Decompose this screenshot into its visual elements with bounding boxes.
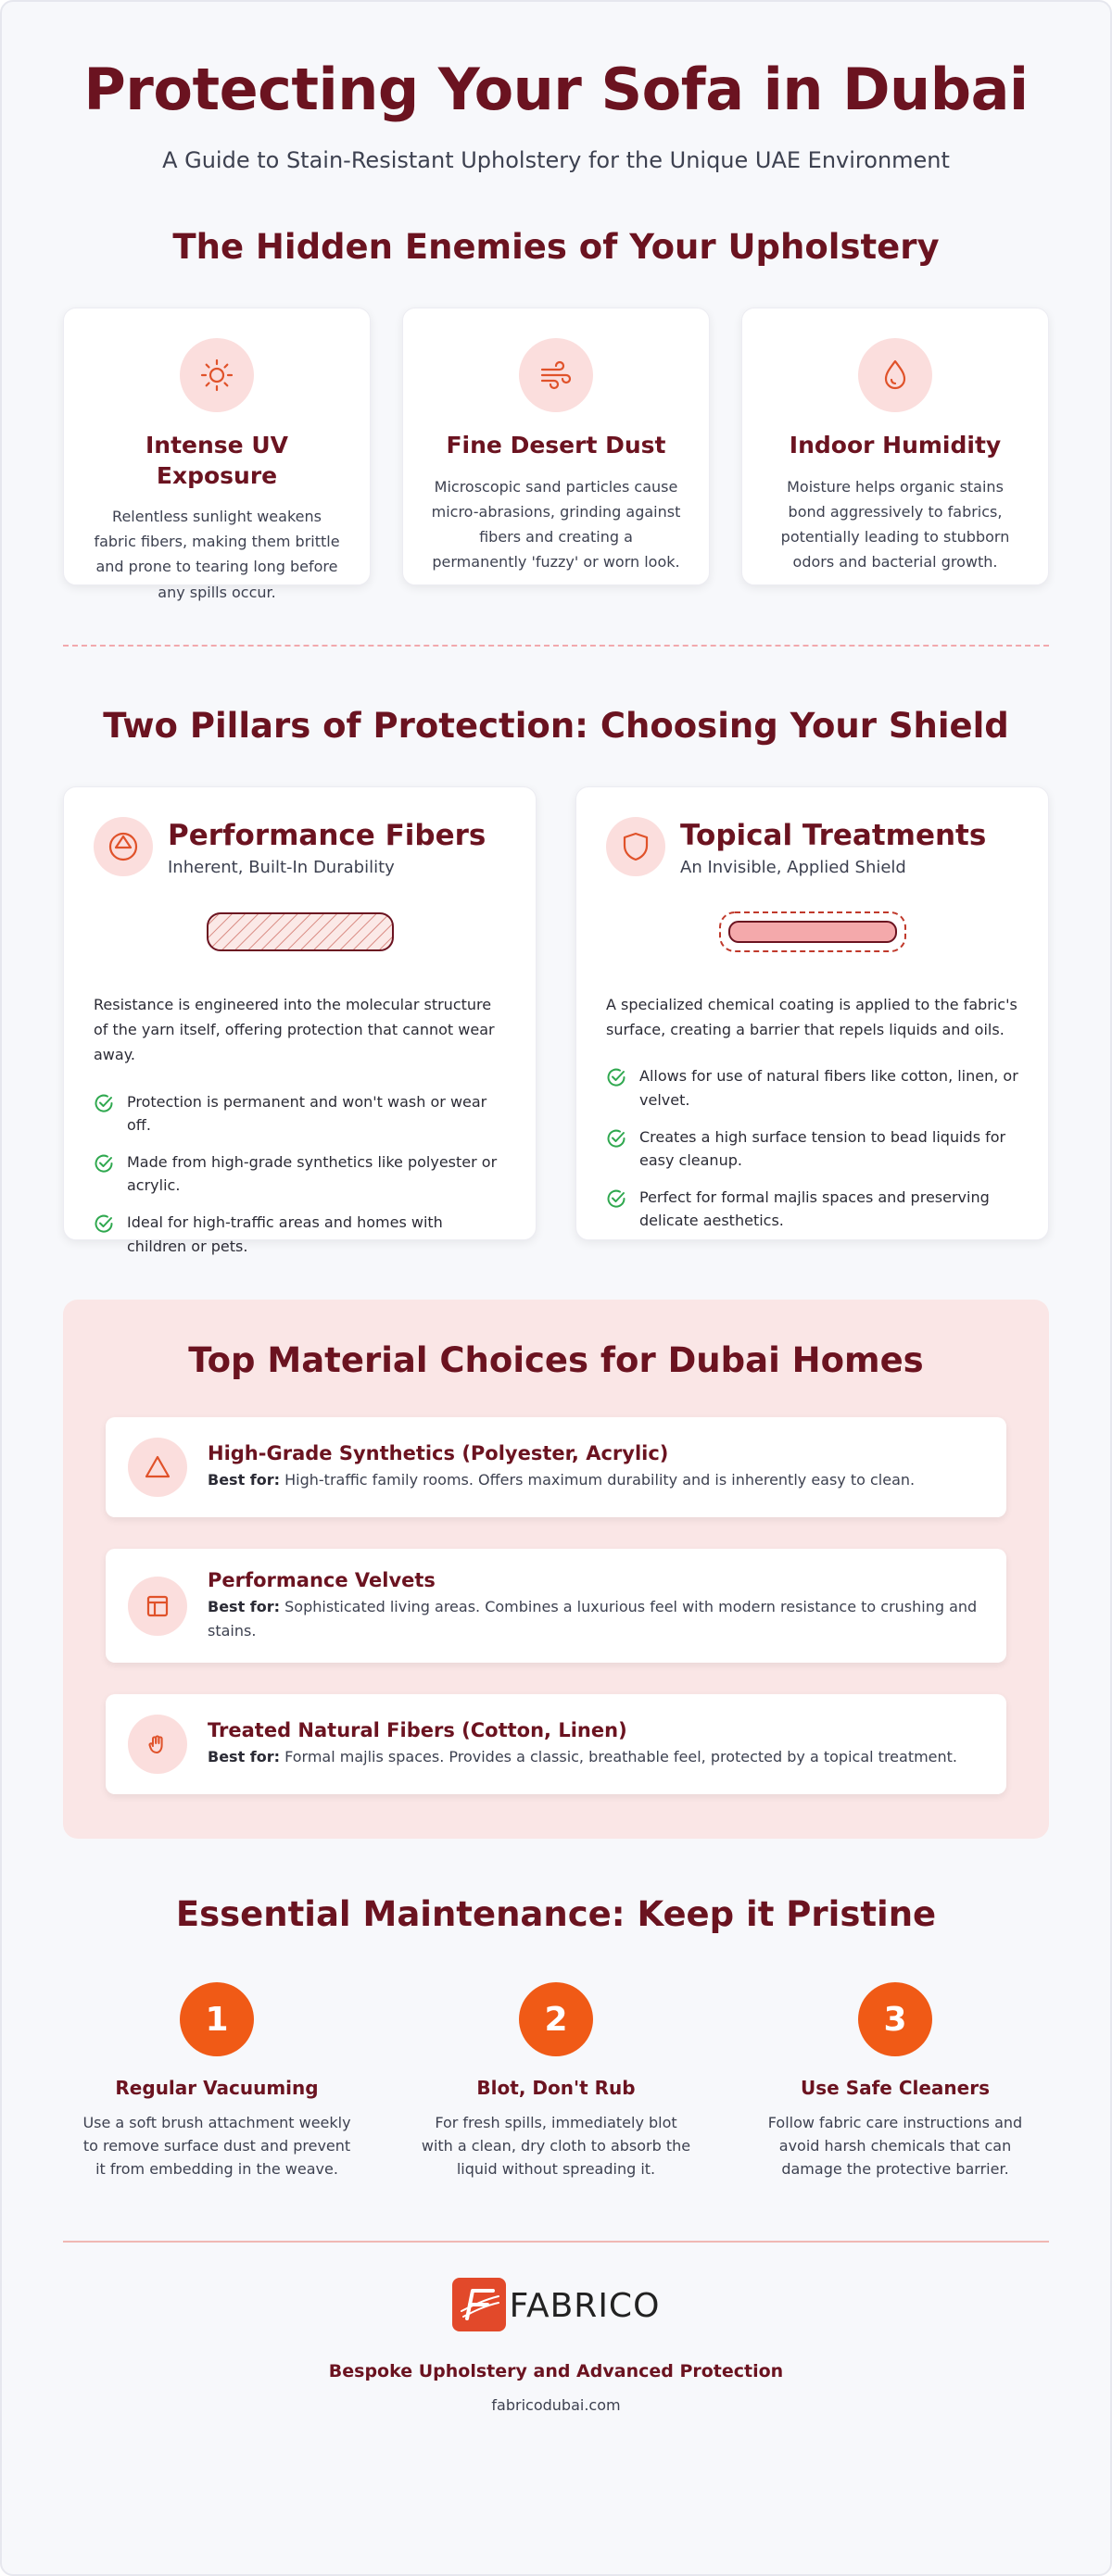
page-subtitle: A Guide to Stain-Resistant Upholstery for the Unique UAE Environment	[162, 147, 950, 173]
benefit-text: Made from high-grade synthetics like polyester or acrylic.	[127, 1152, 498, 1195]
pillar-card-fibers	[63, 786, 537, 1255]
check-circle-icon	[94, 1213, 114, 1258]
wind-icon	[519, 338, 593, 412]
layout-icon	[128, 1577, 187, 1636]
enemy-title: Fine Desert Dust	[446, 432, 666, 459]
section-divider	[63, 645, 1049, 647]
shield-icon	[606, 817, 665, 876]
check-circle-icon	[606, 1067, 626, 1112]
enemies-heading: The Hidden Enemies of Your Upholstery	[172, 227, 940, 267]
benefit-text: Perfect for formal majlis spaces and preserving delicate aesthetics.	[639, 1187, 990, 1230]
material-description	[208, 1595, 984, 1642]
fabric-coating-illustration	[606, 911, 1018, 953]
benefit-text: Creates a high surface tension to bead liquids for easy cleanup.	[639, 1127, 1006, 1170]
enemy-card-uv	[63, 308, 371, 601]
step-title: Regular Vacuuming	[115, 2077, 319, 2100]
enemy-card-dust	[402, 308, 710, 585]
fabric-fibers-illustration	[94, 911, 506, 953]
enemy-text: Relentless sunlight weakens fabric fibers, making them brittle and prone to tearing long before any spills occur.	[94, 508, 340, 601]
step-text: For fresh spills, immediately blot with a clean, dry cloth to absorb the liquid without spreading it.	[421, 2114, 691, 2178]
benefit-item	[606, 1125, 1018, 1173]
hero	[2, 2, 1110, 173]
material-name: Performance Velvets	[208, 1569, 436, 1591]
sun-icon	[180, 338, 254, 412]
material-text: Sophisticated living areas. Combines a luxurious feel with modern resistance to crushing and stains.	[208, 1598, 978, 1640]
step-number-badge: 2	[519, 1982, 593, 2056]
pillars-heading: Two Pillars of Protection: Choosing Your Shield	[103, 706, 1009, 746]
benefit-item	[606, 1064, 1018, 1112]
material-description	[208, 1468, 915, 1492]
best-for-label: Best for:	[208, 1598, 281, 1615]
material-name: High-Grade Synthetics (Polyester, Acrylic)	[208, 1442, 669, 1465]
footer-divider	[63, 2241, 1049, 2243]
benefit-text: Ideal for high-traffic areas and homes with children or pets.	[127, 1213, 443, 1255]
pillar-description: A specialized chemical coating is applied to the fabric's surface, creating a barrier that repels liquids and oils.	[606, 996, 1017, 1039]
enemy-title: Indoor Humidity	[789, 432, 1002, 459]
footer-tagline: Bespoke Upholstery and Advanced Protection	[328, 2360, 784, 2381]
material-item	[106, 1549, 1006, 1663]
material-name: Treated Natural Fibers (Cotton, Linen)	[208, 1719, 627, 1742]
materials-list	[106, 1417, 1006, 1794]
pillar-benefits	[94, 1090, 506, 1259]
maintenance-step	[63, 1982, 371, 2180]
check-circle-icon	[94, 1153, 114, 1198]
fiber-icon	[94, 817, 153, 876]
benefit-item	[606, 1186, 1018, 1233]
check-circle-icon	[606, 1128, 626, 1173]
materials-heading: Top Material Choices for Dubai Homes	[188, 1340, 924, 1380]
step-number-badge: 3	[858, 1982, 932, 2056]
enemies-grid	[63, 308, 1049, 601]
material-description	[208, 1745, 957, 1769]
hand-icon	[128, 1715, 187, 1774]
website-link[interactable]: fabricodubai.com	[491, 2395, 621, 2414]
pillar-title: Topical Treatments	[680, 819, 987, 852]
triangle-icon	[128, 1438, 187, 1497]
logo-text: FABRICO	[509, 2287, 661, 2326]
materials-section	[63, 1300, 1049, 1839]
step-title: Blot, Don't Rub	[476, 2077, 636, 2100]
page-title: Protecting Your Sofa in Dubai	[83, 56, 1029, 123]
pillars-grid	[63, 786, 1049, 1255]
maintenance-steps	[63, 1982, 1049, 2180]
step-number-badge: 1	[180, 1982, 254, 2056]
footer	[2, 2278, 1110, 2414]
pillar-title: Performance Fibers	[168, 819, 486, 852]
check-circle-icon	[94, 1093, 114, 1137]
logo-mark-icon	[452, 2278, 506, 2335]
droplet-icon	[858, 338, 932, 412]
pillar-description: Resistance is engineered into the molecular structure of the yarn itself, offering protection that cannot wear away.	[94, 996, 495, 1064]
pillar-subtitle: An Invisible, Applied Shield	[680, 858, 906, 877]
benefit-text: Allows for use of natural fibers like cotton, linen, or velvet.	[639, 1067, 1018, 1109]
maintenance-step	[402, 1982, 710, 2180]
benefit-item	[94, 1211, 506, 1258]
material-text: Formal majlis spaces. Provides a classic, breathable feel, protected by a topical treatment.	[284, 1748, 958, 1766]
step-title: Use Safe Cleaners	[801, 2077, 990, 2100]
step-text: Follow fabric care instructions and avoid harsh chemicals that can damage the protective barrier.	[767, 2114, 1023, 2178]
maintenance-heading: Essential Maintenance: Keep it Pristine	[175, 1894, 937, 1935]
benefit-item	[94, 1090, 506, 1137]
best-for-label: Best for:	[208, 1471, 281, 1489]
material-text: High-traffic family rooms. Offers maximum durability and is inherently easy to clean.	[284, 1471, 916, 1489]
pillar-benefits	[606, 1064, 1018, 1233]
fabrico-logo[interactable]	[452, 2278, 661, 2335]
benefit-text: Protection is permanent and won't wash or wear off.	[127, 1092, 487, 1135]
check-circle-icon	[606, 1188, 626, 1233]
pillar-subtitle: Inherent, Built-In Durability	[168, 858, 395, 877]
maintenance-step	[741, 1982, 1049, 2180]
enemy-card-humidity	[741, 308, 1049, 585]
enemy-title: Intense UV Exposure	[145, 432, 288, 489]
enemy-text: Moisture helps organic stains bond aggressively to fabrics, potentially leading to stubborn odors and bacterial growth.	[780, 477, 1010, 572]
material-item	[106, 1694, 1006, 1794]
material-item	[106, 1417, 1006, 1517]
enemy-text: Microscopic sand particles cause micro-abrasions, grinding against fibers and creating a permanently 'fuzzy' or worn look.	[431, 477, 681, 572]
best-for-label: Best for:	[208, 1748, 281, 1766]
step-text: Use a soft brush attachment weekly to remove surface dust and prevent it from embedding in the weave.	[82, 2114, 351, 2178]
benefit-item	[94, 1150, 506, 1198]
pillar-card-treatments	[575, 786, 1049, 1240]
